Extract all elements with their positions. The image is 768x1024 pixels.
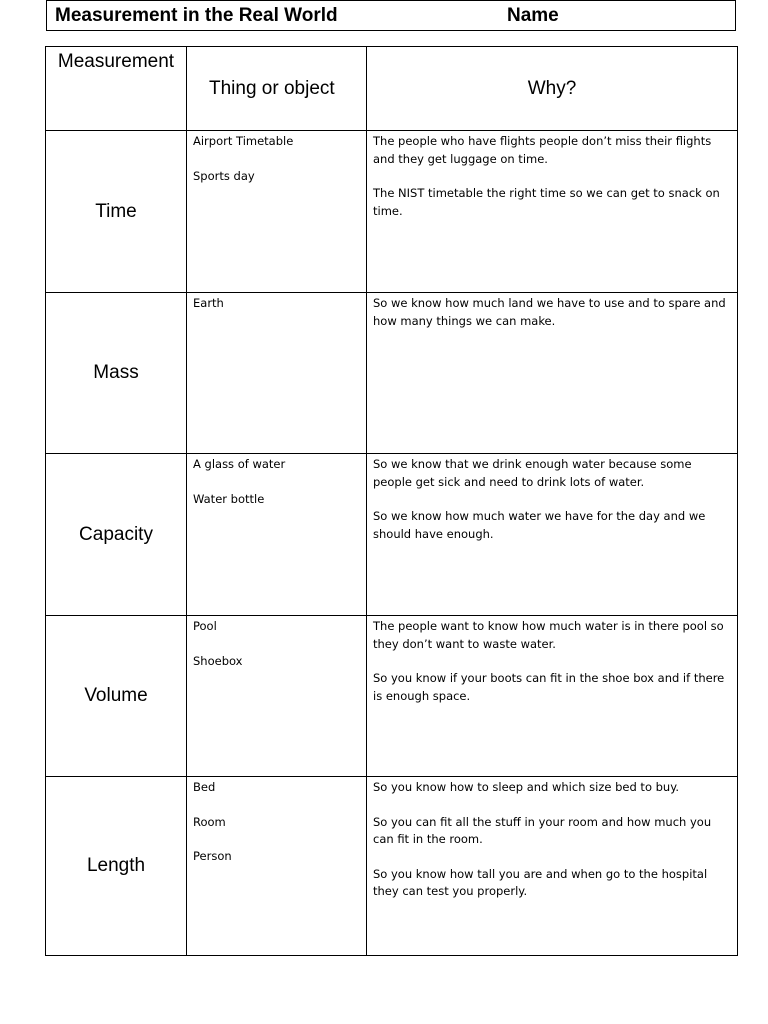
thing-item: Room <box>193 814 226 829</box>
table-header-row <box>46 47 738 131</box>
things-cell <box>187 616 367 777</box>
things-cell <box>187 454 367 616</box>
thing-item: Pool <box>193 619 217 633</box>
name-label: Name <box>507 5 559 26</box>
thing-item: Person <box>193 849 232 863</box>
table-row <box>46 293 738 454</box>
why-item: So you can fit all the stuff in your room and how much you can fit in the room. <box>373 814 712 846</box>
measurement-cell: Mass <box>46 293 187 454</box>
thing-item: Airport Timetable <box>193 134 294 148</box>
why-item: The NIST timetable the right time so we can get to snack on time. <box>373 186 720 218</box>
why-item: So you know how to sleep and which size bed to buy. <box>373 780 680 794</box>
why-item: So you know if your boots can fit in the shoe box and if there is enough space. <box>373 671 725 703</box>
measurement-cell: Capacity <box>46 454 187 616</box>
things-cell <box>187 131 367 293</box>
table-row <box>46 616 738 777</box>
thing-item: Water bottle <box>193 491 265 506</box>
worksheet-header <box>46 0 736 31</box>
thing-item: Sports day <box>193 168 255 183</box>
measurement-cell: Length <box>46 777 187 956</box>
things-cell <box>187 777 367 956</box>
table-row <box>46 454 738 616</box>
why-item: The people want to know how much water is in there pool so they don’t want to waste water. <box>373 619 724 651</box>
why-item: So we know how much water we have for the day and we should have enough. <box>373 509 706 541</box>
thing-item: Shoebox <box>193 653 243 668</box>
thing-item: Earth <box>193 296 224 310</box>
thing-item: Bed <box>193 780 216 794</box>
why-item: So we know that we drink enough water because some people get sick and need to drink lots of water. <box>373 457 692 489</box>
column-header-why: Why? <box>367 47 738 131</box>
why-cell <box>367 131 738 293</box>
why-cell <box>367 454 738 616</box>
why-item: So we know how much land we have to use and to spare and how many things we can make. <box>373 296 726 328</box>
thing-item: A glass of water <box>193 457 286 471</box>
measurement-table <box>45 46 738 956</box>
measurement-cell: Time <box>46 131 187 293</box>
things-cell <box>187 293 367 454</box>
table-row <box>46 777 738 956</box>
measurement-cell: Volume <box>46 616 187 777</box>
worksheet-title: Measurement in the Real World <box>55 5 338 26</box>
why-item: The people who have flights people don’t miss their flights and they get luggage on time. <box>373 134 712 166</box>
why-cell <box>367 293 738 454</box>
why-item: So you know how tall you are and when go to the hospital they can test you properly. <box>373 866 708 898</box>
table-row <box>46 131 738 293</box>
column-header-thing: Thing or object <box>187 47 367 131</box>
column-header-measurement: Measurement <box>46 47 187 131</box>
why-cell <box>367 616 738 777</box>
why-cell <box>367 777 738 956</box>
